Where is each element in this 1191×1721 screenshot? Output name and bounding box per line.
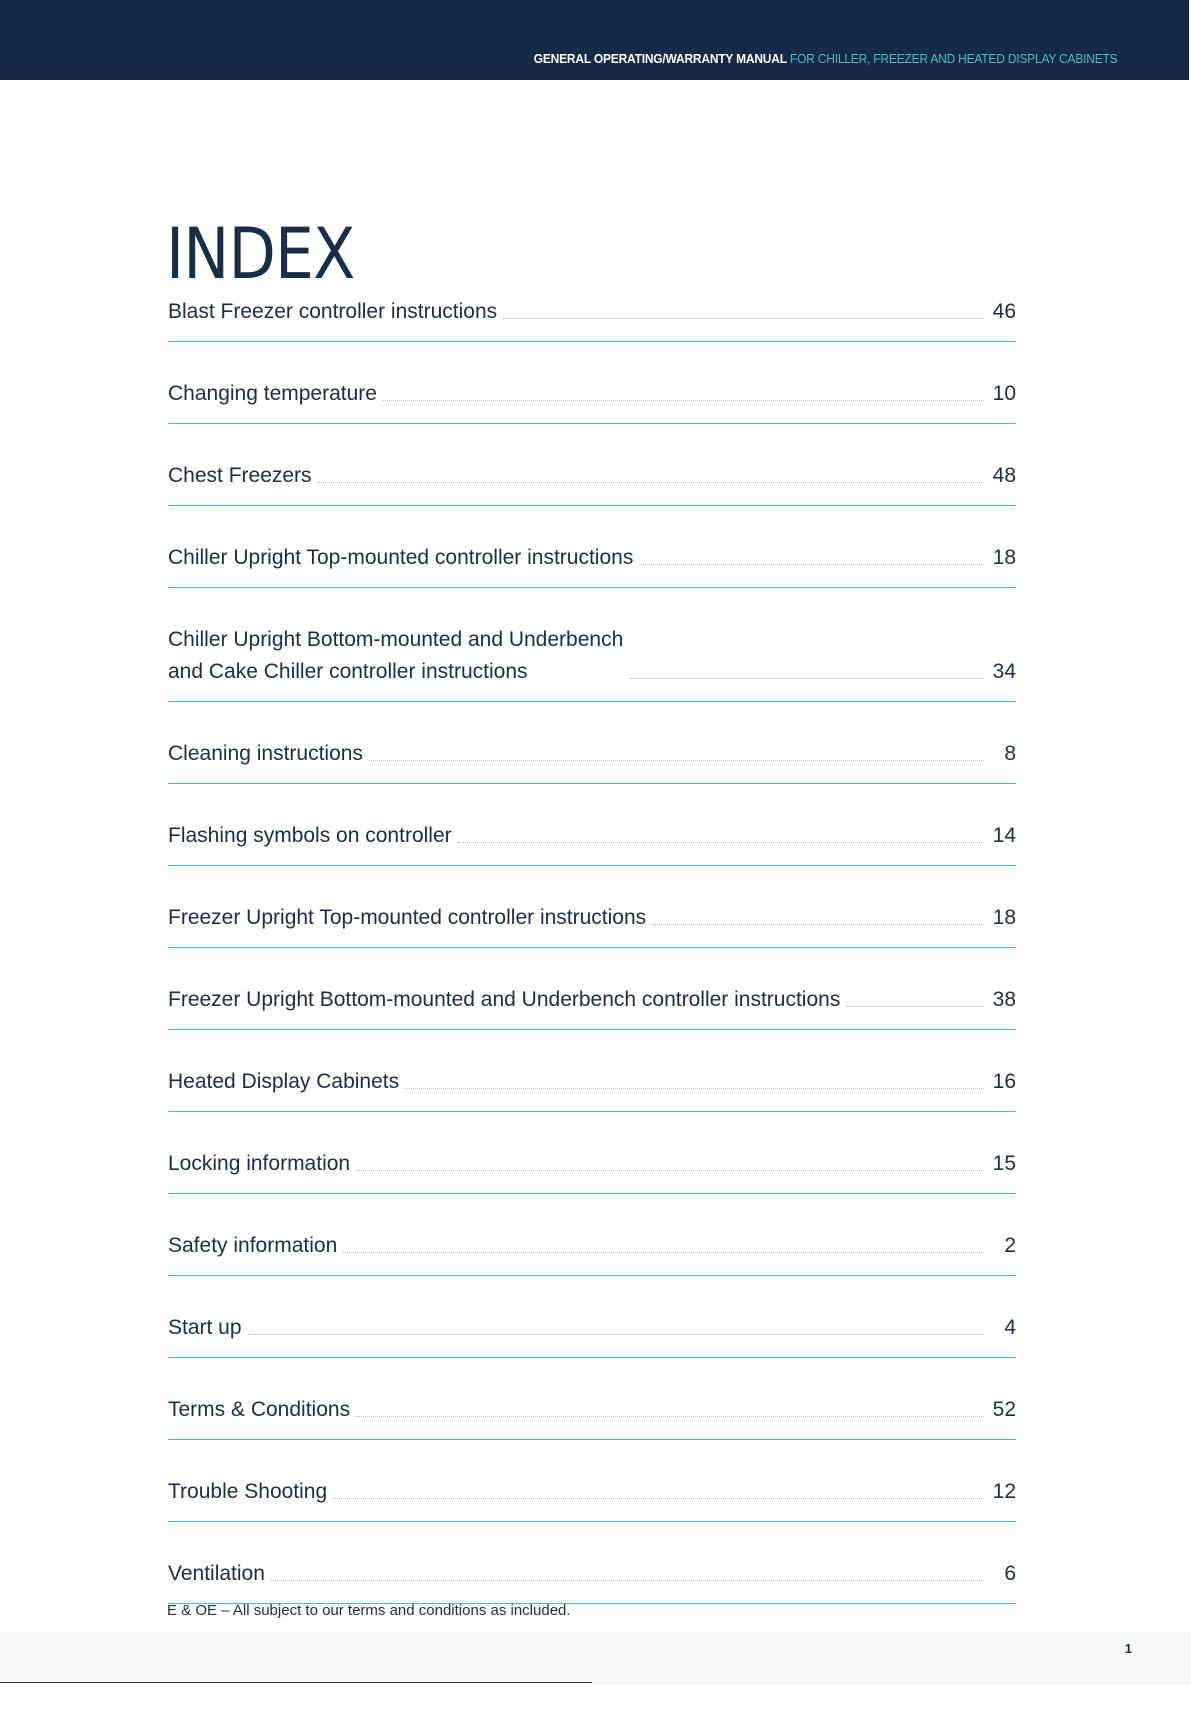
index-entry-page: 6 xyxy=(1004,1562,1016,1585)
index-entry-label: Trouble Shooting xyxy=(168,1480,328,1503)
index-entry-page: 14 xyxy=(992,824,1016,847)
index-entry-label: Locking information xyxy=(168,1152,351,1175)
dot-leader xyxy=(271,1580,984,1581)
index-entry-page: 34 xyxy=(992,660,1016,683)
index-entry xyxy=(168,1312,1016,1358)
index-entry-label: Ventilation xyxy=(168,1562,265,1585)
index-entry xyxy=(168,624,1016,702)
index-entry xyxy=(168,460,1016,506)
page-number: 1 xyxy=(1124,1641,1132,1656)
index-entry-label: Blast Freezer controller instructions xyxy=(168,300,498,323)
index-entry xyxy=(168,1394,1016,1440)
dot-leader xyxy=(503,318,984,319)
index-entry xyxy=(168,1066,1016,1112)
index-entry-label: Flashing symbols on controller xyxy=(168,824,452,847)
index-entry-page: 38 xyxy=(992,988,1016,1011)
dot-leader xyxy=(369,760,984,761)
index-entry xyxy=(168,984,1016,1030)
index-entry xyxy=(168,1558,1016,1604)
dot-leader xyxy=(405,1088,984,1089)
header-bar xyxy=(0,0,1191,80)
index-entry-page: 18 xyxy=(992,906,1016,929)
dot-leader xyxy=(248,1334,984,1335)
index-entry-page: 2 xyxy=(1004,1234,1016,1257)
dot-leader xyxy=(458,842,984,843)
index-entry-page: 15 xyxy=(992,1152,1016,1175)
index-entry-page: 48 xyxy=(992,464,1016,487)
index-entry xyxy=(168,1230,1016,1276)
index-entry-page: 4 xyxy=(1004,1316,1016,1339)
index-entry-label: Chiller Upright Top-mounted controller instructions xyxy=(168,546,634,569)
dot-leader xyxy=(383,400,984,401)
dot-leader xyxy=(318,482,984,483)
index-entry xyxy=(168,738,1016,784)
dot-leader xyxy=(333,1498,984,1499)
index-entry-label: Safety information xyxy=(168,1234,338,1257)
index-entry-label: Cleaning instructions xyxy=(168,742,363,765)
header-title-bold: GENERAL OPERATING/WARRANTY MANUAL xyxy=(533,51,787,66)
footer-band xyxy=(0,1632,1191,1685)
index-entry-page: 46 xyxy=(992,300,1016,323)
dot-leader xyxy=(652,924,984,925)
index-entry-label: Freezer Upright Top-mounted controller instructions xyxy=(168,906,647,929)
dot-leader xyxy=(356,1170,984,1171)
index-entry-page: 12 xyxy=(992,1480,1016,1503)
index-entry xyxy=(168,1148,1016,1194)
index-entry xyxy=(168,902,1016,948)
bottom-rule xyxy=(0,1682,592,1683)
index-entry xyxy=(168,296,1016,342)
index-entry-label: Heated Display Cabinets xyxy=(168,1070,400,1093)
footnote: E & OE – All subject to our terms and conditions as included. xyxy=(167,1602,571,1619)
index-entry-page: 16 xyxy=(992,1070,1016,1093)
dot-leader xyxy=(639,564,984,565)
dot-leader xyxy=(629,678,984,679)
index-entry xyxy=(168,1476,1016,1522)
dot-leader xyxy=(356,1416,984,1417)
index-entry-label: Freezer Upright Bottom-mounted and Underbench controller instructions xyxy=(168,988,841,1011)
dot-leader xyxy=(846,1006,984,1007)
index-entry-label: Chiller Upright Bottom-mounted and Underbench and Cake Chiller controller instructions xyxy=(168,628,624,683)
index-entry xyxy=(168,378,1016,424)
header-title xyxy=(533,51,1117,67)
page-title: INDEX xyxy=(166,213,355,295)
index-entry-label: Terms & Conditions xyxy=(168,1398,351,1421)
index-entry-page: 8 xyxy=(1004,742,1016,765)
header-title-light: FOR CHILLER, FREEZER AND HEATED DISPLAY CABINETS xyxy=(789,51,1117,66)
index-entry-label: Chest Freezers xyxy=(168,464,312,487)
index-entry-page: 10 xyxy=(992,382,1016,405)
index-list xyxy=(168,296,1016,1721)
index-entry xyxy=(168,820,1016,866)
index-entry-label: Start up xyxy=(168,1316,242,1339)
index-entry-page: 52 xyxy=(992,1398,1016,1421)
index-entry-label: Changing temperature xyxy=(168,382,377,405)
index-entry-page: 18 xyxy=(992,546,1016,569)
dot-leader xyxy=(343,1252,984,1253)
index-entry xyxy=(168,542,1016,588)
